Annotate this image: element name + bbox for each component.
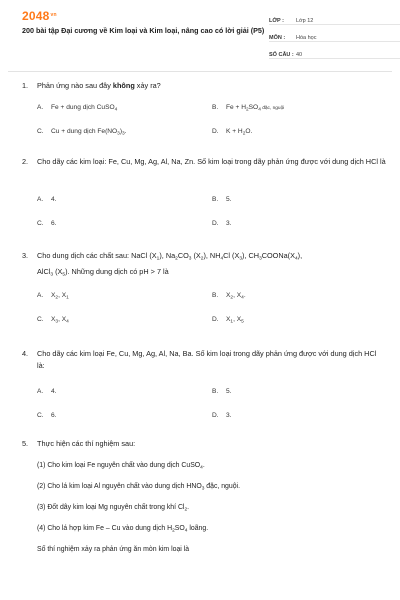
stem-text: ), CH (242, 251, 260, 260)
option-b[interactable] (212, 292, 246, 301)
meta-info (269, 8, 400, 59)
subscript: 4 (200, 465, 203, 471)
subscript: 3 (188, 256, 192, 262)
option-text: 5. (226, 388, 232, 395)
stem-text: ), (297, 251, 303, 260)
option-a[interactable] (37, 104, 117, 113)
subscript: 2 (200, 256, 204, 262)
question-stem (37, 250, 386, 281)
stem-text: ), Na (159, 251, 176, 260)
option-a[interactable] (37, 388, 57, 395)
option-text: K + H (226, 128, 243, 135)
meta-value: Hóa học (296, 35, 317, 41)
option-text: 3. (226, 412, 232, 419)
experiments (37, 460, 386, 565)
subscript: 4 (241, 295, 244, 301)
option-text: 5. (226, 196, 232, 203)
option-text: , X (233, 316, 242, 323)
experiment-text: . (202, 462, 205, 469)
subscript: 3 (117, 131, 120, 137)
question-2 (22, 156, 386, 168)
question-stem: Cho dãy các kim loại Fe, Cu, Mg, Ag, Al, Na, Ba. Số kim loại trong dãy phản ứng được với dung dịch HCl là: (37, 349, 377, 370)
subscript: 1 (66, 295, 69, 301)
option-letter: B. (212, 292, 219, 299)
question-3 (22, 250, 386, 281)
option-letter: A. (37, 196, 44, 203)
option-letter: A. (37, 104, 44, 111)
option-a[interactable] (37, 196, 57, 203)
option-text: X (226, 316, 231, 323)
experiment-list (22, 460, 386, 565)
experiment-text: . (187, 504, 190, 511)
option-text: 4. (51, 196, 57, 203)
experiment-text: (4) Cho lá hợp kim Fe – Cu vào dung dịch H (37, 525, 173, 532)
stem-text: COONa(X (261, 251, 295, 260)
subscript: 2 (175, 256, 178, 262)
question-5 (22, 438, 386, 450)
option-text: đặc, nguội (260, 106, 285, 111)
option-text: 6. (51, 412, 57, 419)
option-letter: C. (37, 316, 44, 323)
option-letter: B. (212, 196, 219, 203)
option-text: X (226, 292, 231, 299)
option-letter: A. (37, 388, 44, 395)
option-text: . (124, 128, 127, 135)
subscript: 3 (122, 131, 125, 137)
experiment-text: SO (174, 525, 185, 532)
option-text: Cu + dung dịch Fe(NO (51, 128, 118, 135)
meta-count-row (269, 42, 400, 59)
subscript: 2 (245, 107, 249, 113)
option-letter: D. (212, 316, 219, 323)
question-number: 4. (22, 349, 29, 358)
logo-suffix: vn (50, 12, 57, 18)
option-text: , X (233, 292, 242, 299)
question-1 (22, 80, 386, 92)
subscript: 3 (55, 319, 59, 325)
subscript: 2 (172, 528, 175, 534)
meta-value: Lớp 12 (296, 18, 314, 24)
stem-text: (X (53, 266, 63, 276)
subscript: 3 (201, 486, 205, 492)
question-4 (22, 348, 386, 372)
experiment-item (37, 523, 386, 544)
question-number: 2. (22, 157, 29, 166)
option-d[interactable] (212, 316, 244, 325)
option-text: ) (119, 128, 123, 135)
subscript: 3 (50, 272, 54, 277)
option-b[interactable] (212, 104, 284, 113)
option-text: Fe + H (226, 104, 246, 111)
option-letter: A. (37, 292, 44, 299)
experiment-text: (1) Cho kim loại Fe nguyên chất vào dung dịch CuSO (37, 462, 201, 469)
option-d[interactable] (212, 412, 232, 419)
experiment-text: (2) Cho lá kim loại Al nguyên chất vào dung dịch HNO (37, 483, 202, 490)
stem-text: ), NH (203, 251, 221, 260)
subscript: 5 (241, 319, 244, 325)
subscript: 2 (230, 295, 234, 301)
option-text: , X (58, 292, 67, 299)
option-b[interactable] (212, 196, 232, 203)
experiment-item (37, 502, 386, 523)
logo-text: 2048 (22, 9, 50, 23)
meta-class-row (269, 8, 400, 25)
option-d[interactable] (212, 220, 232, 227)
subscript: 4 (294, 256, 298, 262)
stem-text: Phản ứng nào sau đây (37, 81, 113, 90)
document-header (14, 0, 386, 70)
option-letter: B. (212, 388, 219, 395)
option-c[interactable] (37, 220, 57, 227)
stem-text: xảy ra? (134, 81, 161, 90)
subscript: 4 (184, 528, 188, 534)
option-text: SO (248, 104, 259, 111)
question-stem: Cho dãy các kim loại: Fe, Cu, Mg, Ag, Al, Na, Zn. Số kim loại trong dãy phản ứng được với dung dịch HCl là (37, 157, 386, 166)
option-letter: C. (37, 128, 44, 135)
question-number: 3. (22, 251, 29, 260)
option-d[interactable] (212, 128, 252, 137)
experiment-item (37, 460, 386, 481)
subscript: 1 (230, 319, 234, 325)
subscript: 2 (184, 507, 188, 513)
stem-emphasis: không (112, 81, 135, 90)
meta-value: 40 (296, 52, 303, 58)
option-c[interactable] (37, 412, 57, 419)
option-text: O. (245, 128, 253, 135)
option-text: X (51, 316, 56, 323)
experiment-conclusion: Số thí nghiệm xảy ra phản ứng ăn mòn kim loại là (37, 546, 190, 553)
subscript: 4 (114, 107, 118, 113)
stem-text: CO (177, 251, 189, 260)
option-b[interactable] (212, 388, 232, 395)
option-text: X (51, 292, 56, 299)
stem-text: ). Những dung dịch có pH > 7 là (65, 266, 169, 276)
subscript: 4 (220, 256, 224, 262)
stem-text: Cl (X (223, 251, 240, 260)
question-number: 1. (22, 81, 29, 90)
meta-label: LỚP : (269, 18, 284, 24)
option-letter: C. (37, 220, 44, 227)
question-stem (37, 80, 386, 92)
subscript: 3 (259, 256, 262, 262)
meta-subject-row (269, 25, 400, 42)
option-letter: D. (212, 220, 219, 227)
site-logo[interactable] (22, 9, 57, 23)
meta-label: SỐ CÂU : (269, 52, 294, 58)
header-divider (8, 71, 392, 72)
option-letter: D. (212, 128, 219, 135)
option-text: 4. (51, 388, 57, 395)
stem-text: (X (191, 251, 201, 260)
subscript: 5 (62, 272, 66, 277)
subscript: 2 (242, 131, 246, 137)
option-letter: C. (37, 412, 44, 419)
option-text: 6. (51, 220, 57, 227)
question-number: 5. (22, 439, 29, 448)
experiment-text: loãng. (187, 525, 209, 532)
experiment-item (37, 481, 386, 502)
option-text: , X (58, 316, 67, 323)
option-a[interactable] (37, 292, 69, 301)
option-letter: B. (212, 104, 219, 111)
option-c[interactable] (37, 316, 69, 325)
subscript: 2 (55, 295, 59, 301)
experiment-text: (3) Đốt dây kim loại Mg nguyên chất trong khí Cl (37, 504, 185, 511)
option-c[interactable] (37, 128, 127, 137)
stem-text: AlCl (37, 266, 51, 276)
subscript: 4 (66, 319, 69, 325)
subscript: 4 (258, 107, 261, 113)
option-text: Fe + dung dịch CuSO (51, 104, 115, 111)
option-text: 3. (226, 220, 232, 227)
meta-label: MÔN : (269, 35, 286, 41)
subscript: 1 (156, 256, 160, 262)
question-stem: Thực hiện các thí nghiệm sau: (37, 439, 136, 448)
experiment-text: đặc, nguội. (204, 483, 241, 490)
document-title: 200 bài tập Đại cương về Kim loại và Kim loại, nâng cao có lời giải (P5) (22, 26, 265, 35)
subscript: 3 (239, 256, 243, 262)
option-text: . (243, 292, 246, 299)
stem-text: Cho dung dịch các chất sau: NaCl (X (37, 251, 157, 260)
option-letter: D. (212, 412, 219, 419)
